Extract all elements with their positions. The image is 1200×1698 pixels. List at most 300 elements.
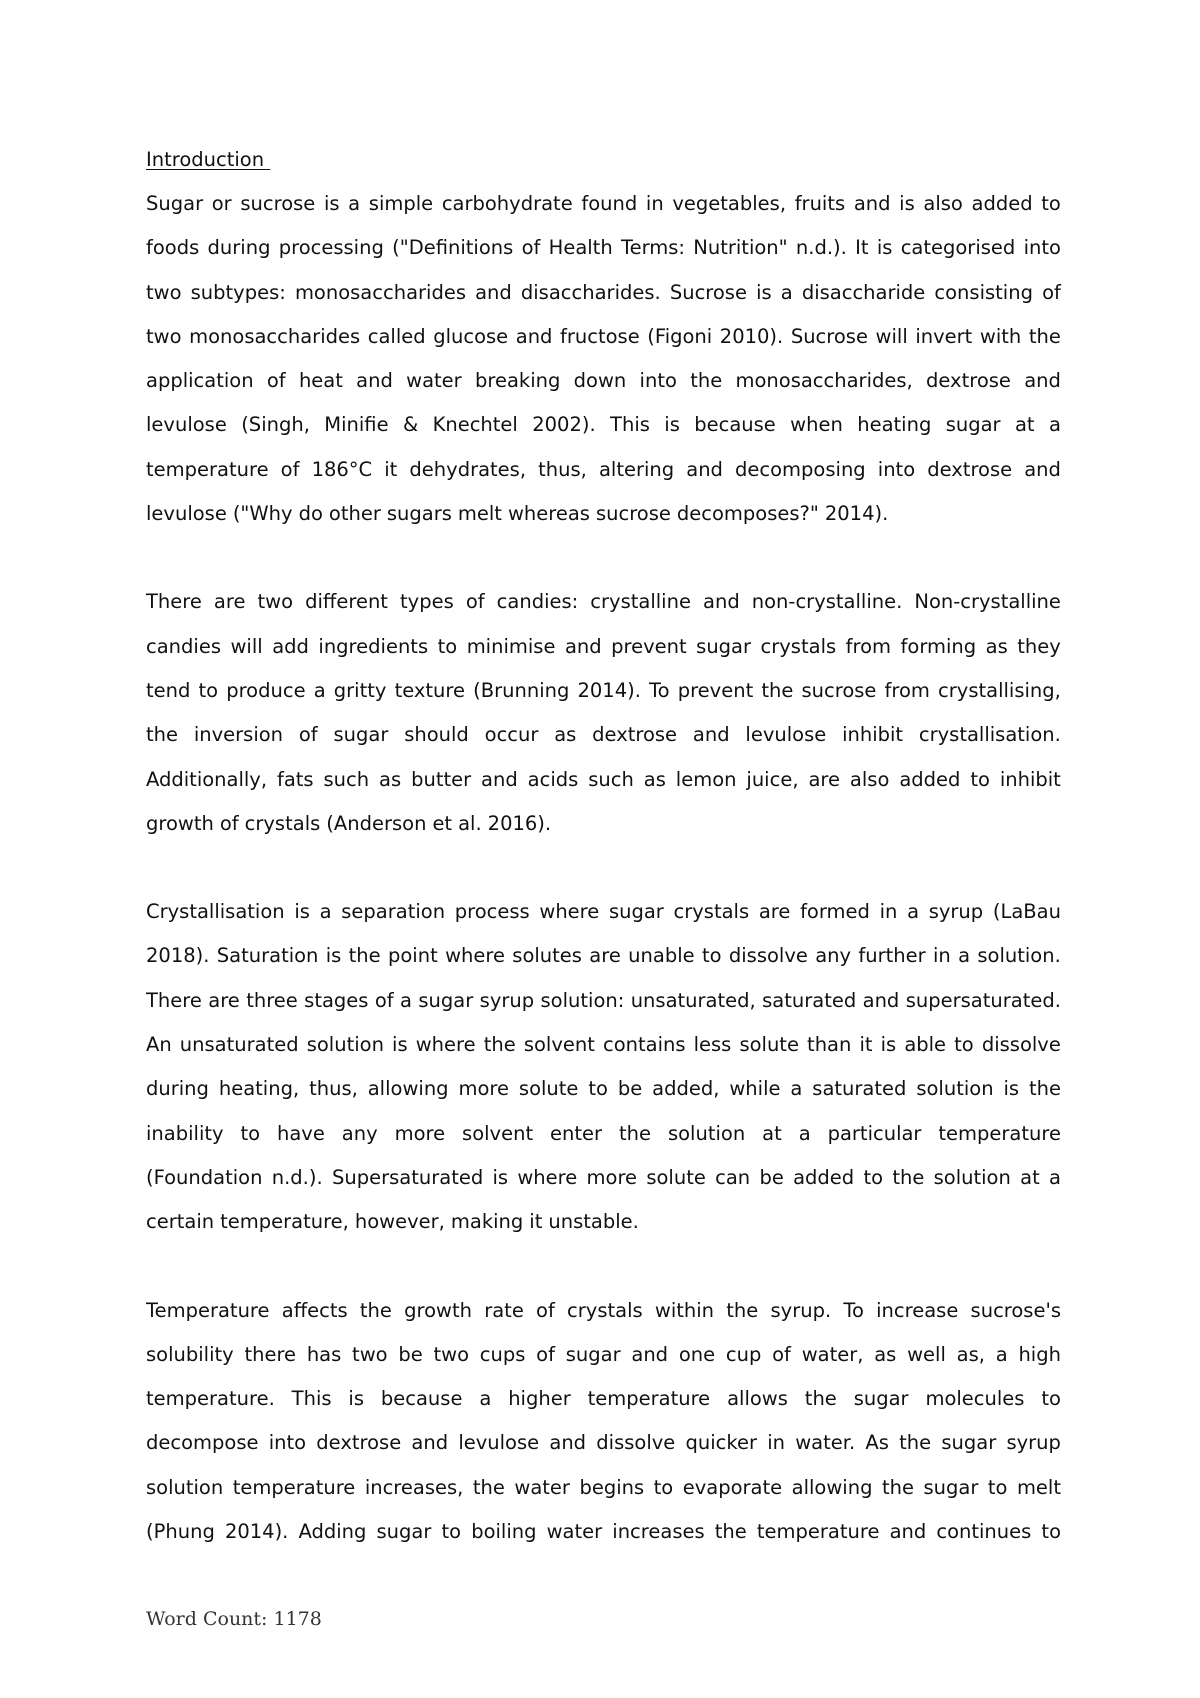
word: should: [404, 723, 469, 747]
word: 2018).: [146, 944, 210, 968]
word: to: [954, 1033, 974, 1057]
word: allowing: [791, 1475, 873, 1499]
word: as,: [956, 1342, 985, 1366]
word: in: [767, 1431, 785, 1455]
word: unsaturated: [179, 1033, 299, 1057]
word: crystallisation.: [918, 723, 1061, 747]
word: increases: [612, 1520, 705, 1544]
text-line: [146, 271, 1061, 315]
word: tend: [146, 678, 191, 702]
word: (Foundation: [146, 1165, 263, 1189]
word: at: [762, 1121, 782, 1145]
word: saturated: [762, 988, 857, 1012]
word: as: [379, 767, 402, 791]
word: to: [1041, 192, 1061, 215]
word: temperature: [146, 457, 269, 481]
word: from: [884, 678, 930, 702]
word: There: [146, 988, 202, 1012]
word: temperature: [756, 1520, 880, 1544]
word: the: [690, 369, 723, 393]
word: more: [394, 1121, 446, 1145]
text-line: [146, 1112, 1061, 1156]
text-line: [146, 1289, 1061, 1333]
word: because: [694, 413, 776, 437]
word: of: [772, 1342, 791, 1366]
word: Saturation: [216, 944, 319, 968]
word: invert: [915, 324, 973, 348]
word: solution: [306, 1033, 384, 1057]
word: sugars: [386, 502, 452, 526]
word: at: [1020, 1165, 1040, 1189]
word: solubility: [146, 1342, 234, 1366]
text-line: [146, 492, 1061, 536]
word: saturated: [812, 1077, 907, 1101]
word: dextrose: [316, 1431, 402, 1455]
word: (Brunning: [473, 678, 570, 702]
word: sugar: [945, 413, 1001, 437]
word: sucrose: [595, 502, 671, 526]
word: enter: [550, 1121, 603, 1145]
word: and: [1024, 369, 1061, 393]
word: less: [693, 1033, 732, 1057]
word: n.d.).: [271, 1165, 323, 1189]
paragraph: [146, 1289, 1061, 1555]
word: levulose: [146, 502, 227, 526]
text-line: [146, 580, 1061, 624]
word: have: [277, 1121, 325, 1145]
word: certain: [146, 1210, 215, 1234]
word: syrup.: [770, 1298, 832, 1322]
word: water: [406, 369, 462, 393]
word: decomposes?": [676, 502, 819, 526]
word: more: [586, 1165, 638, 1189]
word: simple: [368, 192, 434, 215]
word: sugar: [333, 723, 389, 747]
word: where: [539, 900, 600, 924]
section-heading-introduction: Introduction: [146, 148, 271, 171]
word: two: [433, 1342, 470, 1366]
word: solvent: [523, 1033, 595, 1057]
word: sugar: [923, 1475, 979, 1499]
word: (Phung: [146, 1520, 215, 1544]
word: into: [877, 457, 916, 481]
word: has: [306, 1342, 342, 1366]
word: ingredients: [318, 634, 429, 658]
word: Adding: [298, 1520, 367, 1544]
word: particular: [827, 1121, 922, 1145]
word: sugar: [853, 1387, 909, 1411]
word: formed: [800, 900, 870, 924]
word: n.d.).: [795, 236, 847, 260]
word: is: [756, 280, 772, 304]
word: minimise: [466, 634, 556, 658]
word: the: [714, 1520, 747, 1544]
word: process: [454, 900, 530, 924]
word: processing: [278, 236, 384, 260]
word: will: [230, 634, 263, 658]
word: such: [323, 767, 370, 791]
word: application: [146, 369, 254, 393]
word: breaking: [474, 369, 561, 393]
word: higher: [508, 1387, 571, 1411]
word: added: [899, 767, 961, 791]
word: affects: [281, 1298, 348, 1322]
text-line: [146, 1510, 1061, 1554]
word: sugar: [376, 1520, 432, 1544]
text-line: [146, 359, 1061, 403]
word: of: [298, 723, 318, 747]
word: the: [804, 1387, 837, 1411]
word: Nutrition": [693, 236, 788, 260]
word: heating: [857, 413, 932, 437]
word: the: [1028, 324, 1061, 348]
word: altering: [598, 457, 675, 481]
word: be: [617, 1077, 643, 1101]
word: of: [266, 369, 286, 393]
word: with: [979, 324, 1022, 348]
word: two: [146, 280, 182, 304]
word: it: [529, 1210, 543, 1234]
word: a: [995, 1342, 1008, 1366]
text-line: [146, 758, 1061, 802]
word: to: [198, 678, 219, 702]
word: more: [458, 1077, 509, 1101]
word: Non-crystalline: [914, 590, 1061, 614]
word: and: [515, 324, 553, 348]
word: An: [146, 1033, 172, 1057]
word: the: [348, 944, 381, 968]
word: types: [400, 590, 454, 614]
word: increases,: [364, 1475, 464, 1499]
word: during: [146, 1077, 209, 1101]
word: solute: [739, 1033, 799, 1057]
word: dissolve: [596, 1431, 676, 1455]
word: Minifie: [324, 413, 389, 437]
word: solvent: [462, 1121, 534, 1145]
word: sucrose's: [970, 1298, 1061, 1322]
word: and: [862, 988, 900, 1012]
word: of: [280, 457, 300, 481]
word: of: [536, 1342, 555, 1366]
word: and: [549, 1431, 587, 1455]
text-line: [146, 802, 1061, 846]
word: added: [793, 1165, 855, 1189]
word: non-crystalline.: [751, 590, 903, 614]
word: syrup: [1006, 1431, 1061, 1455]
word: sugar: [608, 900, 664, 924]
word: also: [923, 192, 963, 215]
text-line: [146, 934, 1061, 978]
word: into: [268, 1431, 307, 1455]
word: three: [246, 988, 298, 1012]
word: dextrose: [927, 457, 1013, 481]
word: where: [445, 944, 505, 968]
word: fats: [276, 767, 314, 791]
word: the: [892, 1165, 925, 1189]
word: however,: [354, 1210, 445, 1234]
word: to: [653, 1475, 674, 1499]
word: rate: [484, 1298, 524, 1322]
word: is: [876, 236, 893, 260]
word: do: [298, 502, 323, 526]
word: 186°C: [311, 457, 373, 481]
word: Knechtel: [432, 413, 518, 437]
word: texture: [394, 678, 465, 702]
word: increase: [876, 1298, 959, 1322]
text-line: [146, 182, 1061, 226]
word: Crystallisation: [146, 900, 285, 924]
word: sugar: [696, 634, 752, 658]
word: Sugar: [146, 192, 204, 215]
word: molecules: [925, 1387, 1025, 1411]
word: begins: [579, 1475, 645, 1499]
word: during: [207, 236, 271, 260]
word: cups: [479, 1342, 526, 1366]
word: inability: [146, 1121, 224, 1145]
word: crystalline: [590, 590, 691, 614]
word: It: [855, 236, 869, 260]
word: quicker: [685, 1431, 757, 1455]
word: levulose: [458, 1431, 540, 1455]
word: a: [958, 944, 971, 968]
word: To: [649, 678, 670, 702]
word: monosaccharides,: [735, 369, 913, 393]
word: crystals: [760, 634, 837, 658]
word: growth: [404, 1298, 472, 1322]
word: added: [971, 192, 1033, 215]
word: solutes: [512, 944, 582, 968]
word: as: [985, 634, 1008, 658]
word: temperature: [587, 1387, 711, 1411]
word: the: [761, 678, 794, 702]
word: further: [858, 944, 926, 968]
word: (Figoni: [647, 324, 713, 348]
word: candies:: [496, 590, 579, 614]
word: heating,: [218, 1077, 300, 1101]
word: and: [411, 1431, 449, 1455]
word: allows: [727, 1387, 788, 1411]
word: of: [465, 590, 485, 614]
word: solution: [667, 1121, 746, 1145]
word: from: [845, 634, 892, 658]
word: as: [874, 1342, 897, 1366]
word: Health: [548, 236, 613, 260]
word: are: [208, 988, 240, 1012]
word: a: [319, 900, 332, 924]
word: prevent: [677, 678, 754, 702]
word: dextrose: [592, 723, 678, 747]
word: dissolve: [728, 944, 808, 968]
word: is: [348, 1387, 364, 1411]
word: in: [932, 944, 951, 968]
word: water: [546, 1520, 603, 1544]
word: solute: [518, 1077, 579, 1101]
word: 2014).: [824, 502, 889, 526]
word: one: [678, 1342, 716, 1366]
word: et: [432, 811, 453, 835]
word: of: [1042, 280, 1061, 304]
word: butter: [411, 767, 472, 791]
text-line: [146, 226, 1061, 270]
word: and: [475, 280, 512, 304]
word: sugar: [418, 988, 474, 1012]
word: at: [1014, 413, 1035, 437]
word: syrup: [928, 900, 984, 924]
word: solution.: [977, 944, 1061, 968]
word: solution: [916, 1077, 994, 1101]
word: is: [880, 1033, 897, 1057]
word: evaporate: [682, 1475, 783, 1499]
word: a: [348, 192, 361, 215]
word: a: [790, 1077, 803, 1101]
word: to: [437, 634, 458, 658]
word: As: [865, 1431, 889, 1455]
word: heat: [298, 369, 343, 393]
word: temperature: [938, 1121, 1061, 1145]
word: stages: [304, 988, 369, 1012]
word: ("Why: [232, 502, 293, 526]
word: and: [692, 723, 730, 747]
word: Temperature: [146, 1298, 270, 1322]
word: syrup: [479, 988, 535, 1012]
word: inversion: [193, 723, 284, 747]
word: while: [729, 1077, 781, 1101]
word: are: [758, 900, 791, 924]
word: in: [879, 900, 898, 924]
word: ("Definitions: [392, 236, 514, 260]
word: are: [808, 767, 840, 791]
word: Terms:: [620, 236, 685, 260]
word: to: [701, 944, 722, 968]
word: There: [146, 590, 202, 614]
word: inhibit: [999, 767, 1061, 791]
word: 2016).: [487, 811, 552, 835]
word: sugar: [565, 1342, 621, 1366]
word: is: [492, 1165, 509, 1189]
word: To: [843, 1298, 864, 1322]
word: and: [631, 1342, 669, 1366]
text-line: [146, 403, 1061, 447]
word: down: [573, 369, 627, 393]
word: melt: [457, 502, 502, 526]
word: disaccharides.: [520, 280, 661, 304]
word: dissolve: [981, 1033, 1061, 1057]
text-line: [146, 1200, 1061, 1244]
text-line: [146, 890, 1061, 934]
word: produce: [226, 678, 306, 702]
word: to: [970, 767, 990, 791]
word: solute: [646, 1165, 706, 1189]
word: foods: [146, 236, 200, 260]
word: the: [899, 1431, 932, 1455]
word: acids: [527, 767, 579, 791]
word: juice,: [746, 767, 799, 791]
word: dextrose: [926, 369, 1011, 393]
word: point: [388, 944, 438, 968]
word: can: [715, 1165, 751, 1189]
word: they: [1017, 634, 1061, 658]
word: is: [392, 1033, 408, 1057]
word: 2002).: [532, 413, 596, 437]
text-line: [146, 1466, 1061, 1510]
word: a: [479, 1387, 492, 1411]
word: and: [1024, 457, 1061, 481]
text-line: [146, 1377, 1061, 1421]
word: continues: [936, 1520, 1032, 1544]
text-line: [146, 1156, 1061, 1200]
word: vegetables,: [672, 192, 787, 215]
word: it: [859, 1033, 873, 1057]
word: two: [146, 324, 182, 348]
text-line: [146, 669, 1061, 713]
paragraphs-container: [146, 182, 1061, 1554]
word: and: [889, 1520, 927, 1544]
word: making: [450, 1210, 524, 1234]
text-line: [146, 625, 1061, 669]
word: unstable.: [548, 1210, 639, 1234]
word: the: [483, 1033, 516, 1057]
word: sucrose: [801, 678, 877, 702]
word: a: [907, 900, 920, 924]
word: and: [853, 192, 891, 215]
word: al.: [458, 811, 482, 835]
word: two: [352, 1342, 388, 1366]
word: the: [881, 1475, 914, 1499]
word: temperature: [232, 1475, 356, 1499]
word: sugar: [941, 1431, 997, 1455]
word: added,: [652, 1077, 720, 1101]
word: temperature.: [146, 1387, 275, 1411]
word: of: [374, 988, 394, 1012]
word: and: [356, 369, 393, 393]
text-line: [146, 1421, 1061, 1465]
word-count-footer: Word Count: 1178: [146, 1608, 322, 1630]
word: levulose: [146, 413, 227, 437]
word: is: [294, 900, 310, 924]
word: growth: [146, 811, 214, 835]
word: to: [441, 1520, 462, 1544]
word: fructose: [560, 324, 640, 348]
word: the: [1028, 1077, 1061, 1101]
word: and: [481, 767, 518, 791]
word: temperature,: [220, 1210, 349, 1234]
word: glucose: [433, 324, 509, 348]
word: dehydrates,: [409, 457, 527, 481]
word: the: [726, 1298, 759, 1322]
word: able: [904, 1033, 947, 1057]
word: add: [272, 634, 309, 658]
word: Supersaturated: [331, 1165, 484, 1189]
word: lemon: [675, 767, 737, 791]
word: thus,: [538, 457, 587, 481]
word: decompose: [146, 1431, 259, 1455]
word: solution:: [540, 988, 625, 1012]
word: water: [514, 1475, 570, 1499]
word: unsaturated,: [630, 988, 756, 1012]
word: decomposing: [735, 457, 866, 481]
word: a: [780, 280, 793, 304]
word: the: [359, 1298, 392, 1322]
word: candies: [146, 634, 221, 658]
word: a: [313, 678, 326, 702]
word: and: [564, 634, 602, 658]
word: levulose: [745, 723, 827, 747]
word: (Anderson: [326, 811, 427, 835]
word: is: [899, 192, 915, 215]
word: will: [875, 324, 908, 348]
word: 2010).: [719, 324, 784, 348]
word: and: [703, 590, 740, 614]
